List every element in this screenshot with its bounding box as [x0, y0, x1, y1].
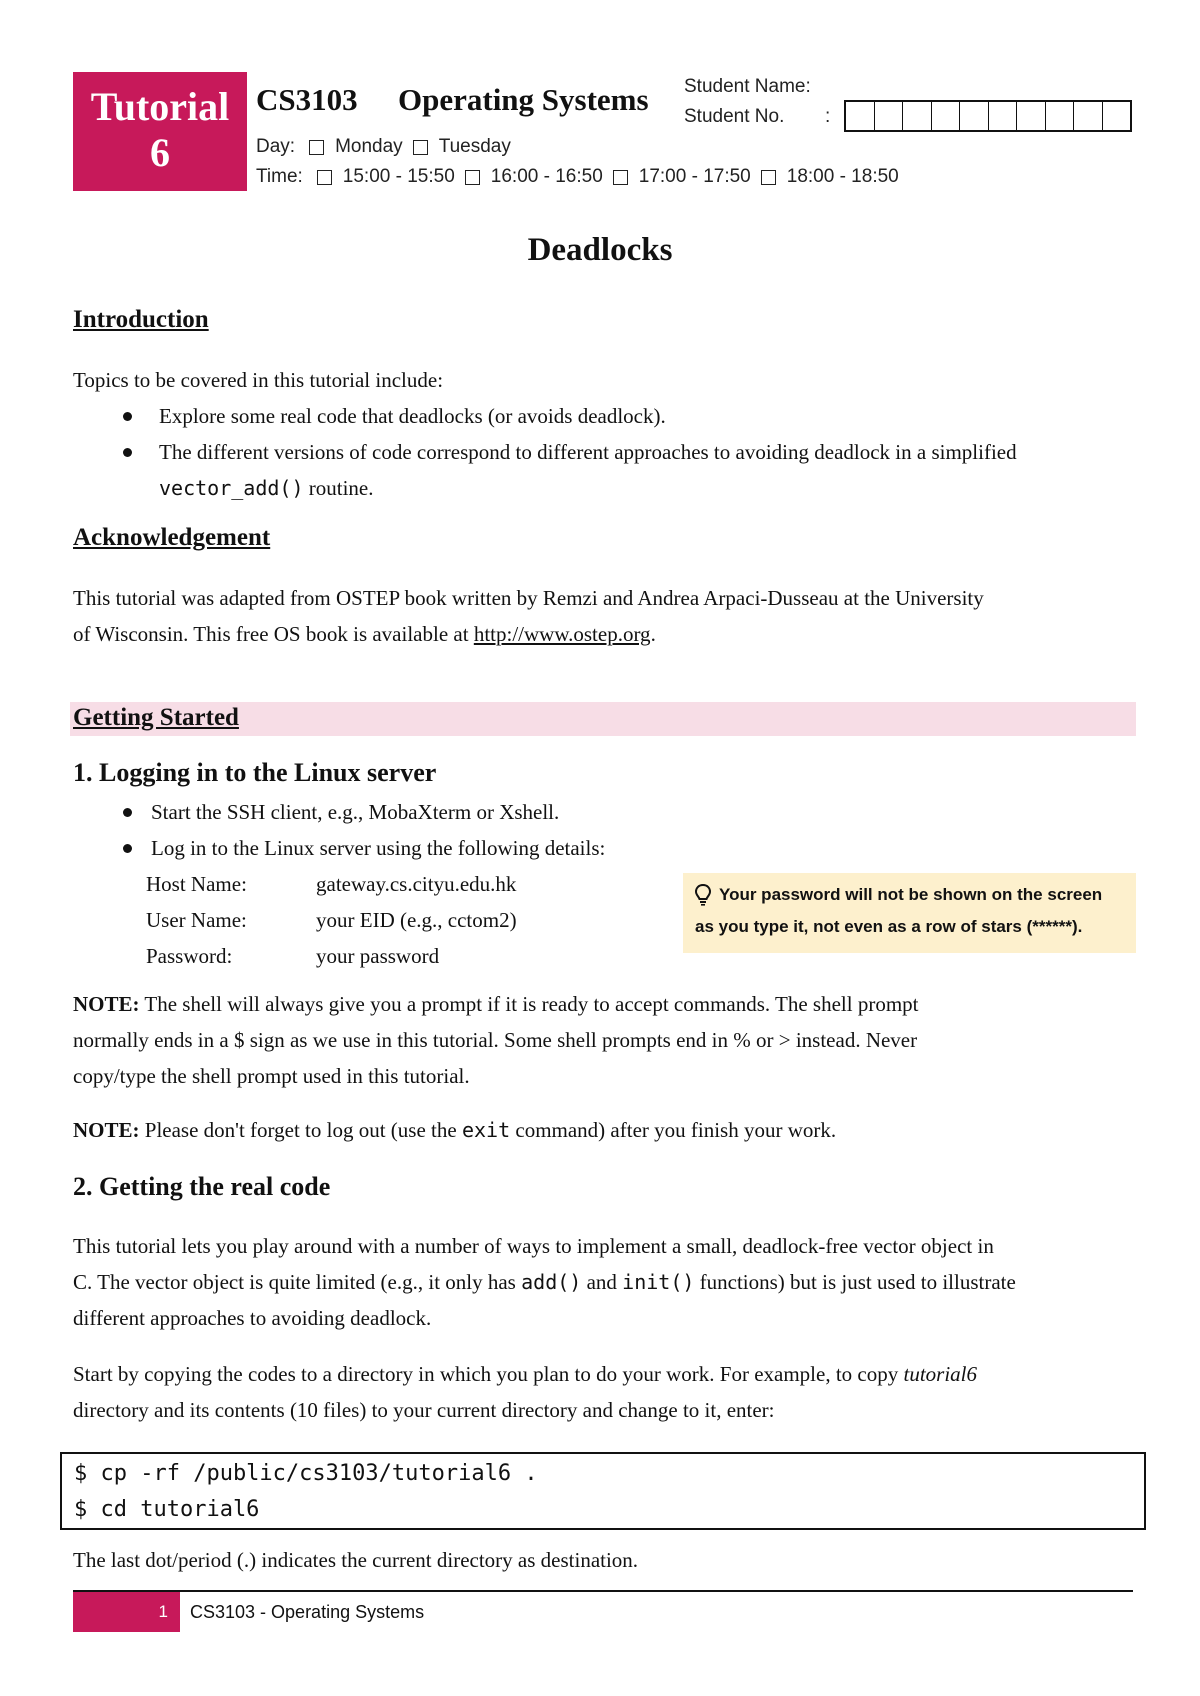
tutorial-label: Tutorial — [90, 84, 230, 129]
detail-value: gateway.cs.cityu.edu.hk — [316, 872, 517, 896]
list-item: Log in to the Linux server using the following details: — [73, 830, 773, 866]
step-1-list — [73, 794, 773, 866]
note-text: normally ends in a $ sign as we use in this tutorial. Some shell prompts end in % or > instead. Never — [73, 1028, 918, 1052]
day-option: Tuesday — [438, 136, 511, 157]
code-block[interactable] — [60, 1452, 1146, 1530]
student-no-digit-box[interactable] — [989, 102, 1018, 130]
checkbox-time-3[interactable] — [613, 170, 628, 185]
text: C. The vector object is quite limited (e.g., it only has — [73, 1270, 522, 1294]
student-no-digit-box[interactable] — [1017, 102, 1046, 130]
time-label: Time: — [256, 166, 303, 187]
paragraph-line — [73, 1356, 1163, 1392]
student-name-label: Student Name: — [684, 76, 811, 97]
note-text: copy/type the shell prompt used in this tutorial. — [73, 1064, 470, 1088]
italic-text: tutorial6 — [903, 1362, 978, 1386]
note-text: command) after you finish your work. — [510, 1118, 837, 1142]
time-option: 17:00 - 17:50 — [638, 166, 751, 187]
acknowledgement-heading: Acknowledgement — [73, 524, 271, 551]
step-1-title: 1. Logging in to the Linux server — [73, 758, 437, 787]
paragraph-line: directory and its contents (10 files) to your current directory and change to it, enter: — [73, 1398, 775, 1422]
getting-started-heading: Getting Started — [73, 704, 239, 731]
student-no-digit-box[interactable] — [1103, 102, 1131, 130]
paragraph-1 — [73, 1228, 1163, 1336]
page-number: 1 — [73, 1592, 180, 1632]
note-2 — [73, 1112, 1153, 1148]
text: functions) but is just used to illustrate — [694, 1270, 1016, 1294]
list-item — [73, 434, 1153, 506]
paragraph-3: The last dot/period (.) indicates the current directory as destination. — [73, 1548, 639, 1572]
note-text: Please don't forget to log out (use the — [139, 1118, 462, 1142]
student-no-digit-box[interactable] — [846, 102, 875, 130]
list-item: Start the SSH client, e.g., MobaXterm or Xshell. — [73, 794, 773, 830]
student-no-digit-box[interactable] — [932, 102, 961, 130]
time-row — [256, 166, 899, 188]
student-no-colon: : — [825, 106, 831, 127]
student-no-boxes[interactable] — [844, 100, 1132, 132]
inline-code: add() — [521, 1270, 582, 1294]
footer-divider — [73, 1590, 1133, 1592]
note-text: The shell will always give you a prompt if it is ready to accept commands. The shell prompt — [139, 992, 919, 1016]
student-no-digit-box[interactable] — [1046, 102, 1075, 130]
ostep-link[interactable]: http://www.ostep.org — [473, 622, 651, 646]
paragraph-line: different approaches to avoiding deadlock. — [73, 1306, 432, 1330]
detail-label: User Name: — [146, 908, 247, 932]
login-details — [146, 866, 517, 974]
text: and — [581, 1270, 623, 1294]
student-no-digit-box[interactable] — [875, 102, 904, 130]
acknowledgement-line — [73, 616, 1153, 652]
day-label: Day: — [256, 136, 296, 157]
checkbox-time-4[interactable] — [761, 170, 776, 185]
detail-label: Host Name: — [146, 872, 247, 896]
text: Start by copying the codes to a directory in which you plan to do your work. For example, to copy — [73, 1362, 904, 1386]
page-title: Deadlocks — [527, 232, 673, 268]
time-option: 16:00 - 16:50 — [490, 166, 603, 187]
detail-value: your EID (e.g., cctom2) — [316, 908, 517, 932]
text: of Wisconsin. This free OS book is available at — [73, 622, 474, 646]
acknowledgement-text — [73, 580, 1153, 652]
list-item-text: routine. — [303, 476, 374, 500]
course-name: Operating Systems — [398, 82, 649, 117]
day-row — [256, 136, 511, 158]
student-no-digit-box[interactable] — [903, 102, 932, 130]
tutorial-number: 6 — [150, 130, 170, 175]
detail-label: Password: — [146, 944, 233, 968]
text: . — [650, 622, 656, 646]
paragraph-line: This tutorial lets you play around with a number of ways to implement a small, deadlock-free vector object in — [73, 1234, 994, 1258]
tutorial-badge — [73, 72, 247, 191]
paragraph-2 — [73, 1356, 1163, 1428]
code-line: $ cd tutorial6 — [74, 1497, 260, 1522]
step-2-title: 2. Getting the real code — [73, 1172, 331, 1201]
day-option: Monday — [335, 136, 403, 157]
course-code: CS3103 — [256, 82, 358, 117]
student-no-digit-box[interactable] — [960, 102, 989, 130]
time-option: 18:00 - 18:50 — [786, 166, 899, 187]
detail-value: your password — [316, 944, 440, 968]
introduction-heading: Introduction — [73, 306, 209, 333]
topics-list — [73, 398, 1153, 506]
checkbox-time-1[interactable] — [317, 170, 332, 185]
student-no-label: Student No. — [684, 106, 785, 127]
paragraph-line — [73, 1264, 1163, 1300]
introduction-lead: Topics to be covered in this tutorial include: — [73, 368, 444, 392]
checkbox-time-2[interactable] — [465, 170, 480, 185]
student-no-digit-box[interactable] — [1074, 102, 1103, 130]
code-line: $ cp -rf /public/cs3103/tutorial6 . — [74, 1461, 538, 1486]
note-1 — [73, 986, 1153, 1094]
note-label: NOTE: — [73, 992, 140, 1016]
list-item-text: The different versions of code correspond to different approaches to avoiding deadlock in a simplified — [159, 440, 1017, 464]
list-item: Explore some real code that deadlocks (or avoids deadlock). — [73, 398, 1153, 434]
note-label: NOTE: — [73, 1118, 140, 1142]
checkbox-monday[interactable] — [309, 140, 324, 155]
introduction-section — [73, 362, 1153, 506]
password-tip — [683, 873, 1136, 953]
time-option: 15:00 - 15:50 — [342, 166, 455, 187]
tip-line: Your password will not be shown on the screen — [719, 885, 1103, 904]
checkbox-tuesday[interactable] — [413, 140, 428, 155]
inline-code: init() — [622, 1270, 695, 1294]
tip-line: as you type it, not even as a row of stars (******). — [695, 917, 1083, 936]
acknowledgement-line: This tutorial was adapted from OSTEP book written by Remzi and Andrea Arpaci-Dusseau at the University — [73, 586, 984, 610]
footer-text: CS3103 - Operating Systems — [190, 1602, 425, 1622]
lightbulb-icon — [695, 884, 711, 906]
inline-code: vector_add() — [159, 476, 304, 500]
inline-code: exit — [461, 1118, 511, 1142]
